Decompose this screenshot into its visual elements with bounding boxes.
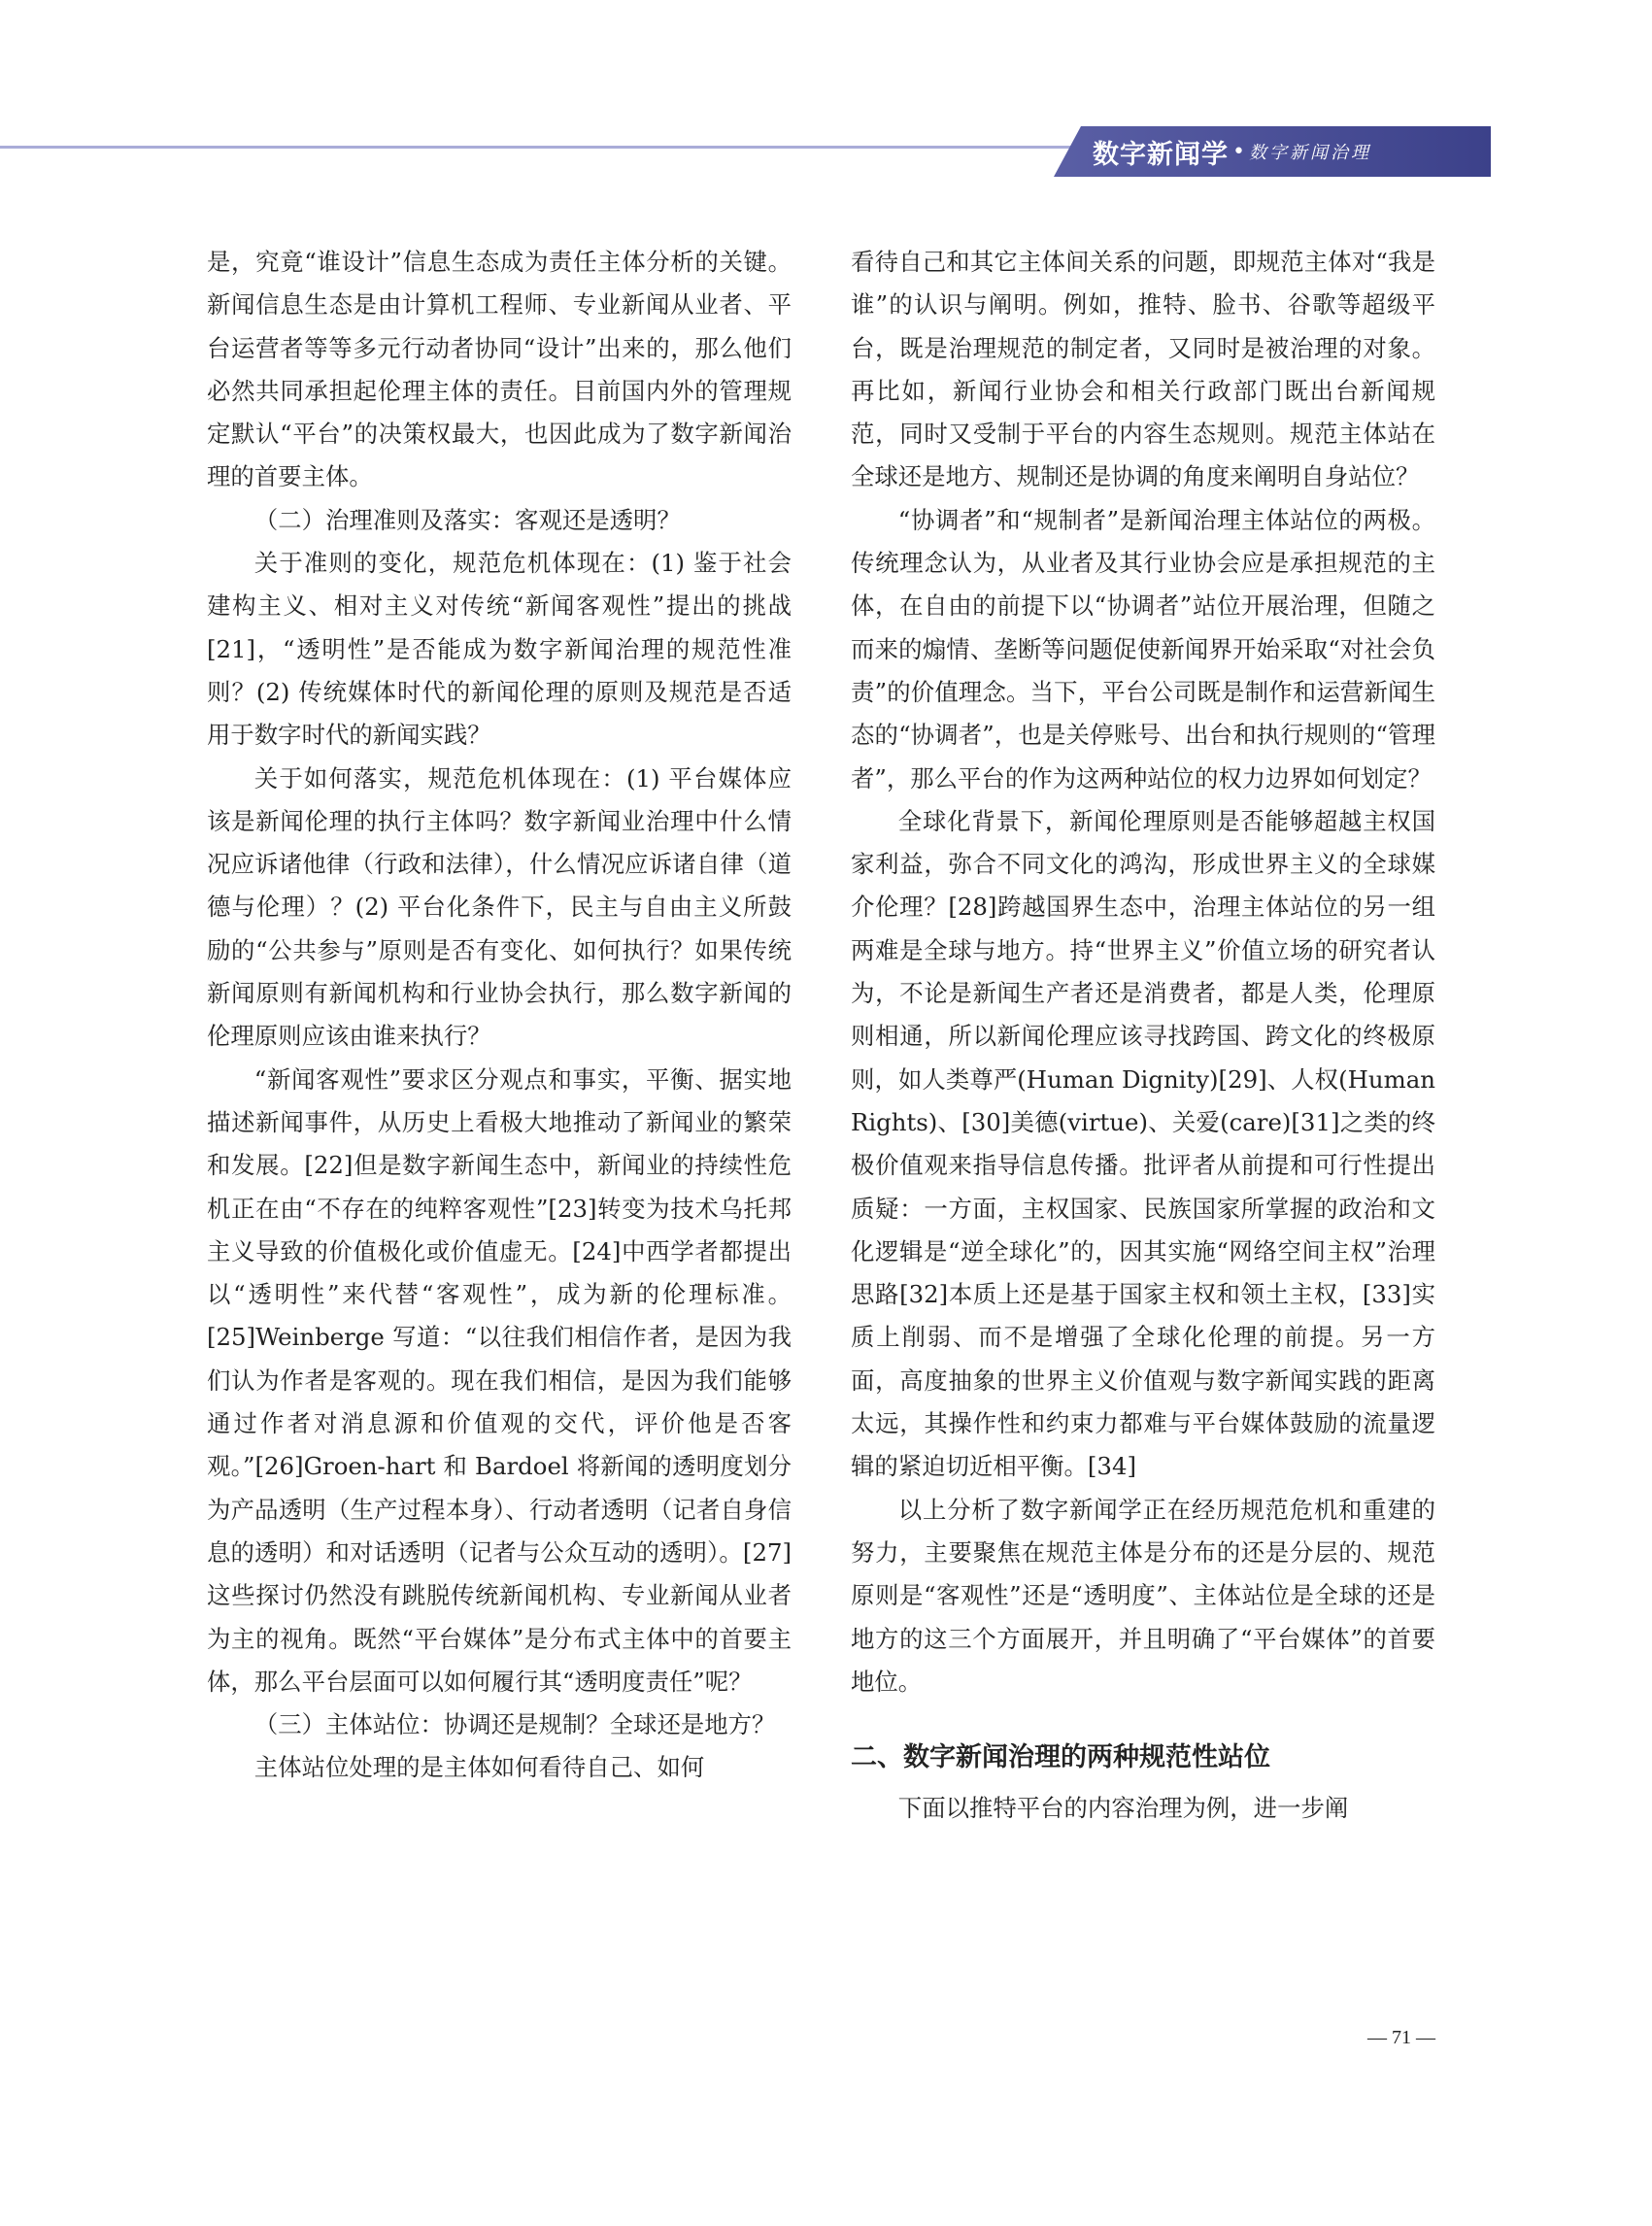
section-title: 数字新闻治理 [1248,143,1371,163]
header-separator: • [1232,139,1245,164]
header-rule [0,146,1078,149]
paragraph: 看待自己和其它主体间关系的问题，即规范主体对“我是谁”的认识与阐明。例如，推特、脸书、谷歌等超级平台，既是治理规范的制定者，又同时是被治理的对象。再比如，新闻行业协会和相关行政部门既出台新闻规范，同时又受制于平台的内容生态规则。规范主体站在全球还是地方、规制还是协调的角度来阐明自身站位？ [851,248,1435,491]
paragraph: 下面以推特平台的内容治理为例，进一步阐 [897,1794,1349,1823]
journal-title: 数字新闻学 [1093,139,1229,170]
right-column [851,241,1435,1830]
paragraph: “新闻客观性”要求区分观点和事实，平衡、据实地描述新闻事件，从历史上看极大地推动了新闻业的繁荣和发展。[22]但是数字新闻生态中，新闻业的持续性危机正在由“不存在的纯粹客观性”[23]转变为技术乌托邦主义导致的价值极化或价值虚无。[24]中西学者都提出以“透明性”来代替“客观性”，成为新的伦理标准。[25]Weinberge 写道：“以往我们相信作者，是因为我们认为作者是客观的。现在我们相信，是因为我们能够通过作者对消息源和价值观的交代，评价他是否客观。”[26]Groen-hart 和 Bardoel 将新闻的透明度划分为产品透明（生产过程本身）、行动者透明（记者自身信息的透明）和对话透明（记者与公众互动的透明）。[27]这些探讨仍然没有跳脱传统新闻机构、专业新闻从业者为主的视角。既然“平台媒体”是分布式主体中的首要主体，那么平台层面可以如何履行其“透明度责任”呢？ [207,1064,792,1696]
paragraph: 关于准则的变化，规范危机体现在：(1) 鉴于社会建构主义、相对主义对传统“新闻客观性”提出的挑战[21]，“透明性”是否能成为数字新闻治理的规范性准则？(2) 传统媒体时代的新闻伦理的原则及规范是否适用于数字时代的新闻实践？ [207,549,792,750]
section-heading: 二、数字新闻治理的两种规范性站位 [851,1742,1270,1773]
paragraph: 主体站位处理的是主体如何看待自己、如何 [253,1753,705,1782]
page-number: — 71 — [1367,2027,1435,2048]
paragraph: （二）治理准则及落实：客观还是透明？ [253,505,681,534]
paragraph: （三）主体站位：协调还是规制？全球还是地方？ [253,1710,776,1739]
paragraph: 全球化背景下，新闻伦理原则是否能够超越主权国家利益，弥合不同文化的鸿沟，形成世界主义的全球媒介伦理？[28]跨越国界生态中，治理主体站位的另一组两难是全球与地方。持“世界主义”价值立场的研究者认为，不论是新闻生产者还是消费者，都是人类，伦理原则相通，所以新闻伦理应该寻找跨国、跨文化的终极原则，如人类尊严(Human Dignity)[29]、人权(Human Rights)、[30]美德(virtue)、关爱(care)[31]之类的终极价值观来指导信息传播。批评者从前提和可行性提出质疑：一方面，主权国家、民族国家所掌握的政治和文化逻辑是“逆全球化”的，因其实施“网络空间主权”治理思路[32]本质上还是基于国家主权和领土主权，[33]实质上削弱、而不是增强了全球化伦理的前提。另一方面，高度抽象的世界主义价值观与数字新闻实践的距离太远，其操作性和约束力都难与平台媒体鼓励的流量逻辑的紧迫切近相平衡。[34] [851,806,1435,1481]
running-header [1093,132,1481,171]
paragraph: 关于如何落实，规范危机体现在：(1) 平台媒体应该是新闻伦理的执行主体吗？数字新闻业治理中什么情况应诉诸他律（行政和法律），什么情况应诉诸自律（道德与伦理）？(2) 平台化条件下，民主与自由主义所鼓励的“公共参与”原则是否有变化、如何执行？如果传统新闻原则有新闻机构和行业协会执行，那么数字新闻的伦理原则应该由谁来执行？ [207,763,792,1051]
paragraph: 以上分析了数字新闻学正在经历规范危机和重建的努力，主要聚焦在规范主体是分布的还是分层的、规范原则是“客观性”还是“透明度”、主体站位是全球的还是地方的这三个方面展开，并且明确了“平台媒体”的首要地位。 [851,1495,1435,1696]
paragraph: 是，究竟“谁设计”信息生态成为责任主体分析的关键。新闻信息生态是由计算机工程师、专业新闻从业者、平台运营者等等多元行动者协同“设计”出来的，那么他们必然共同承担起伦理主体的责任。目前国内外的管理规定默认“平台”的决策权最大，也因此成为了数字新闻治理的首要主体。 [207,248,792,491]
paragraph: “协调者”和“规制者”是新闻治理主体站位的两极。传统理念认为，从业者及其行业协会应是承担规范的主体，在自由的前提下以“协调者”站位开展治理，但随之而来的煽情、垄断等问题促使新闻界开始采取“对社会负责”的价值理念。当下，平台公司既是制作和运营新闻生态的“协调者”，也是关停账号、出台和执行规则的“管理者”，那么平台的作为这两种站位的权力边界如何划定？ [851,505,1435,793]
left-column [207,241,792,1790]
